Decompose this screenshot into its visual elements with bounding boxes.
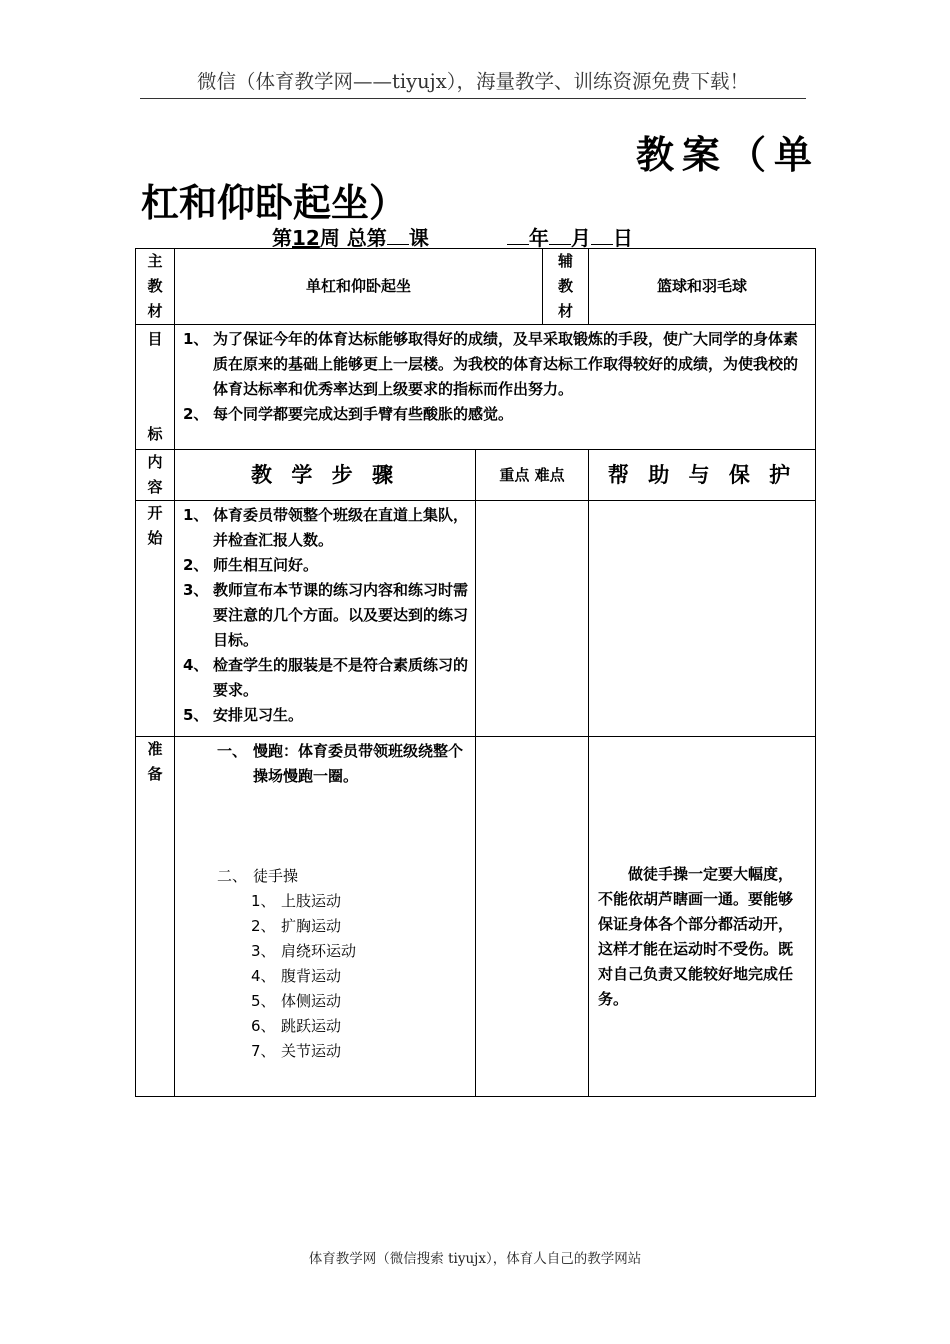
exercise-item: 2、 扩胸运动: [251, 917, 342, 935]
month-blank: [549, 226, 571, 245]
prep-steps: [175, 737, 476, 1097]
prep-label: 准 备: [136, 737, 175, 1097]
exercise-item: 4、 腹背运动: [251, 967, 342, 985]
exercise-item: 1、 上肢运动: [251, 892, 342, 910]
col-help-header: 帮 助 与 保 护: [589, 450, 816, 501]
start-step: 4、 检查学生的服装是不是符合素质练习的要求。: [183, 656, 469, 699]
week-number: 12: [292, 226, 320, 250]
page-title-line2: 杠和仰卧起坐）: [141, 181, 408, 225]
goal-item: 1、 为了保证今年的体育达标能够取得好的成绩，及早采取锻炼的手段，使广大同学的身体素质在原来的基础上能够更上一层楼。为我校的体育达标工作取得较好的成绩，为使我校的体育达标率和优秀率达到上级要求的指标而作出努力。: [183, 330, 799, 398]
lesson-plan-table: [135, 248, 816, 1097]
col-steps-header: 教 学 步 骤: [175, 450, 476, 501]
start-step: 1、 体育委员带领整个班级在直道上集队，并检查汇报人数。: [183, 506, 469, 549]
day-blank: [591, 226, 613, 245]
year-label: 年: [528, 226, 549, 250]
main-material-label: 主 教 材: [136, 249, 175, 325]
aux-material-value: 篮球和羽毛球: [589, 249, 816, 325]
goals-label: 目 标: [136, 325, 175, 450]
start-steps: [175, 501, 476, 737]
page-header: 微信（体育教学网——tiyujx），海量教学、训练资源免费下载！: [140, 66, 806, 99]
month-label: 月: [570, 226, 591, 250]
exercise-item: 7、 关节运动: [251, 1042, 342, 1060]
goals-content: [175, 325, 816, 450]
start-label: 开 始: [136, 501, 175, 737]
exercise-item: 5、 体侧运动: [251, 992, 342, 1010]
year-blank: [507, 226, 529, 245]
lesson-suffix: 课: [408, 226, 429, 250]
start-step: 5、 安排见习生。: [183, 706, 304, 724]
prep-help-note: 做徒手操一定要大幅度，不能依胡芦瞎画一通。要能够保证身体各个部分都活动开，这样才能在运动时不受伤。既对自己负责又能较好地完成任务。: [598, 865, 794, 1008]
week-prefix: 第: [272, 226, 292, 250]
week-suffix: 周 总第: [319, 226, 387, 250]
goals-row: [136, 325, 816, 450]
main-material-value: 单杠和仰卧起坐: [175, 249, 543, 325]
page-footer: 体育教学网（微信搜索 tiyujx），体育人自己的教学网站: [308, 1251, 642, 1267]
lesson-blank: [387, 226, 409, 245]
col-key-header: 重点 难点: [476, 450, 589, 501]
page-title-line1: 教案（单: [636, 133, 821, 177]
exercise-item: 6、 跳跃运动: [251, 1017, 342, 1035]
start-step: 3、 教师宣布本节课的练习内容和练习时需要注意的几个方面。以及要达到的练习目标。: [183, 581, 469, 649]
materials-row: [136, 249, 816, 325]
start-help: [589, 501, 816, 737]
prep-item-jog: 一、 慢跑：体育委员带领班级绕整个操场慢跑一圈。: [217, 742, 464, 785]
content-header-row: [136, 450, 816, 501]
start-row: [136, 501, 816, 737]
prep-item-exercise: 二、 徒手操: [217, 867, 299, 885]
content-label: 内 容: [136, 450, 175, 501]
start-key-points: [476, 501, 589, 737]
lesson-info: [272, 222, 633, 251]
day-label: 日: [612, 226, 633, 250]
start-step: 2、 师生相互问好。: [183, 556, 319, 574]
aux-material-label: 辅 教 材: [543, 249, 589, 325]
prep-key-points: [476, 737, 589, 1097]
exercise-item: 3、 肩绕环运动: [251, 942, 357, 960]
prep-help: [589, 737, 816, 1097]
goal-item: 2、 每个同学都要完成达到手臂有些酸胀的感觉。: [183, 405, 514, 423]
prep-row: [136, 737, 816, 1097]
